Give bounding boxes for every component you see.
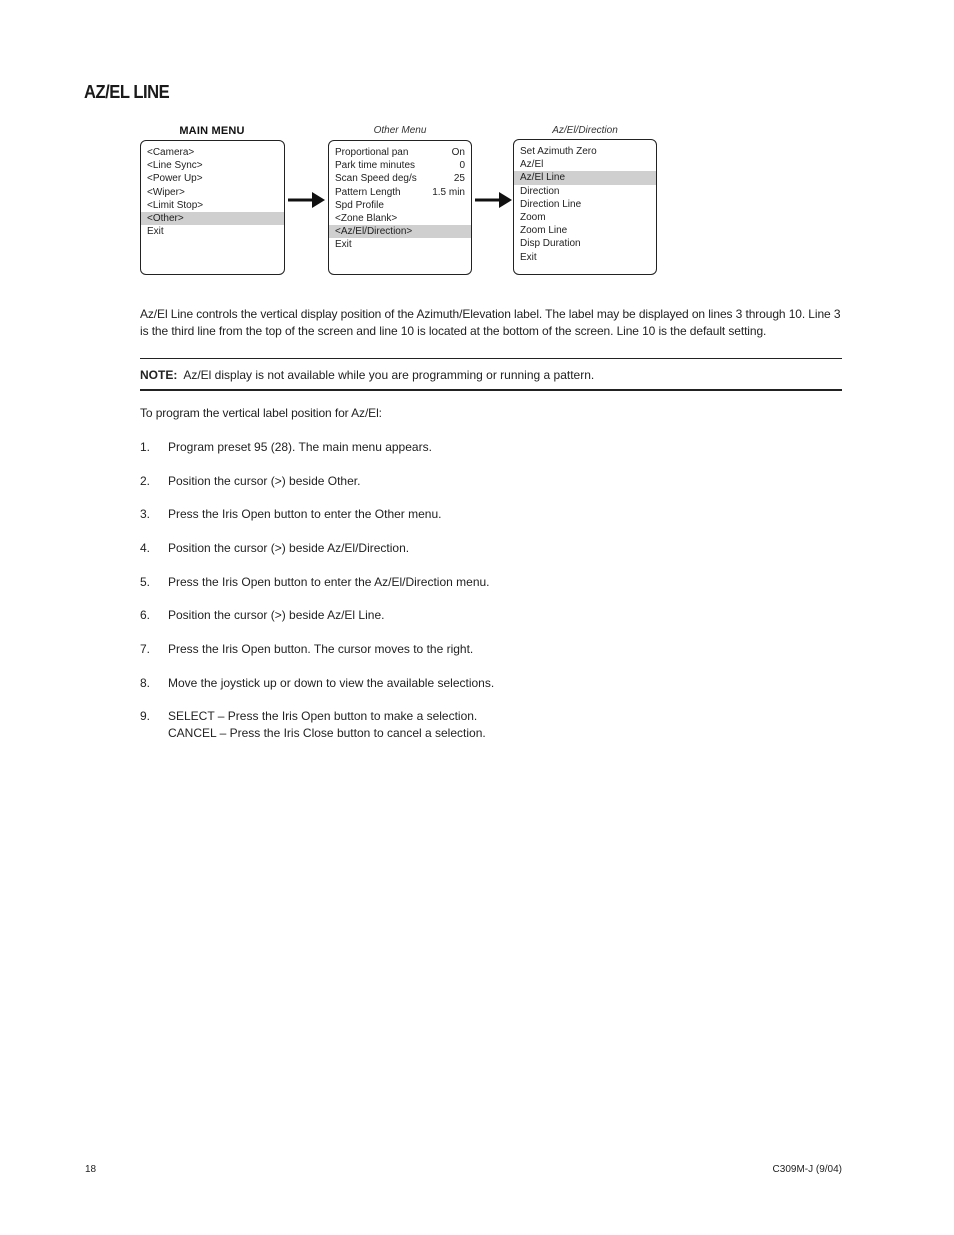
step-number: 1. bbox=[140, 440, 151, 454]
menu-item[interactable] bbox=[329, 199, 471, 212]
menu-item[interactable] bbox=[329, 146, 471, 159]
menu-item-value: 1.5 min bbox=[432, 186, 465, 198]
menu-item-label: Direction Line bbox=[520, 198, 582, 210]
arrow-right-icon bbox=[288, 191, 326, 209]
menu-item-label: Zoom Line bbox=[520, 225, 568, 237]
menu-item-label: Pattern Length bbox=[335, 186, 401, 198]
menu-item[interactable] bbox=[141, 186, 284, 199]
menu-item-label: Zoom bbox=[520, 211, 546, 223]
step-text: SELECT – Press the Iris Open button to make a selection. bbox=[168, 709, 478, 723]
step-text: Position the cursor (>) beside Other. bbox=[168, 474, 361, 488]
menu-item[interactable] bbox=[329, 159, 471, 172]
description-paragraph: Az/El Line controls the vertical display position of the Azimuth/Elevation label. The label may be displayed on lines 3 through 10. Line 3 is the third line from the top of the screen and line 10 is located at the bottom of the screen. Line 10 is the default setting. bbox=[140, 307, 841, 338]
menu-item[interactable] bbox=[329, 186, 471, 199]
menu-item-label: Scan Speed deg/s bbox=[335, 173, 417, 185]
menu-item[interactable] bbox=[514, 224, 656, 237]
step-text: Position the cursor (>) beside Az/El/Direction. bbox=[168, 541, 410, 555]
menu-item-label: <Other> bbox=[147, 212, 184, 224]
menu-item-label: Exit bbox=[335, 239, 352, 251]
menu-item[interactable] bbox=[514, 251, 656, 264]
menu-item-label: Direction bbox=[520, 185, 560, 197]
menu-item[interactable] bbox=[514, 185, 656, 198]
menu-item[interactable] bbox=[514, 211, 656, 224]
step-number: 9. bbox=[140, 709, 151, 723]
step-text: CANCEL – Press the Iris Close button to cancel a selection. bbox=[168, 726, 486, 740]
menu-item[interactable] bbox=[514, 237, 656, 250]
menu-item-label: Exit bbox=[147, 226, 164, 238]
menu-item[interactable] bbox=[514, 198, 656, 211]
azel-direction-menu-title: Az/El/Direction bbox=[552, 125, 618, 136]
menu-item-label: Set Azimuth Zero bbox=[520, 146, 597, 157]
menu-item-label: Az/El Line bbox=[520, 172, 566, 184]
menu-item[interactable] bbox=[514, 145, 656, 158]
menu-item-label: Park time minutes bbox=[335, 160, 416, 172]
menu-item[interactable] bbox=[141, 212, 284, 225]
menu-item-label: Exit bbox=[520, 251, 537, 263]
step-text: Position the cursor (>) beside Az/El Line. bbox=[168, 608, 385, 622]
menu-item-label: <Limit Stop> bbox=[147, 199, 204, 211]
menu-item-label: Proportional pan bbox=[335, 147, 409, 158]
step-text: Press the Iris Open button. The cursor moves to the right. bbox=[168, 642, 474, 656]
steps-intro: To program the vertical label position for Az/El: bbox=[140, 406, 382, 420]
menu-item[interactable] bbox=[141, 199, 284, 212]
step-number: 8. bbox=[140, 676, 151, 690]
menu-item[interactable] bbox=[329, 238, 471, 251]
step-number: 2. bbox=[140, 474, 151, 488]
menu-item[interactable] bbox=[329, 172, 471, 185]
azel-direction-menu-box bbox=[513, 139, 657, 275]
main-menu-box bbox=[140, 140, 285, 275]
menu-item-label: Disp Duration bbox=[520, 238, 581, 250]
note-text: Az/El display is not available while you are programming or running a pattern. bbox=[183, 368, 595, 382]
menu-item-value: 25 bbox=[453, 173, 465, 185]
menu-item-label: Spd Profile bbox=[335, 199, 384, 211]
step-number: 4. bbox=[140, 541, 151, 555]
menu-item[interactable] bbox=[141, 172, 284, 185]
step-number: 7. bbox=[140, 642, 151, 656]
menu-item-label: <Line Sync> bbox=[147, 160, 203, 172]
menu-item[interactable] bbox=[514, 171, 656, 184]
menu-item-label: Az/El bbox=[520, 159, 544, 171]
menu-item[interactable] bbox=[141, 159, 284, 172]
menu-item-label: <Wiper> bbox=[147, 186, 185, 198]
step-text: Press the Iris Open button to enter the Az/El/Direction menu. bbox=[168, 575, 490, 589]
note-top-rule bbox=[140, 358, 842, 359]
menu-item-value: 0 bbox=[459, 160, 465, 172]
page-number: 18 bbox=[85, 1164, 97, 1175]
menu-item-label: <Power Up> bbox=[147, 173, 203, 185]
note-label: NOTE: bbox=[140, 368, 178, 382]
menu-item[interactable] bbox=[329, 225, 471, 238]
menu-item-label: <Az/El/Direction> bbox=[335, 226, 413, 238]
menu-item[interactable] bbox=[141, 225, 284, 238]
menu-item[interactable] bbox=[329, 212, 471, 225]
note-bottom-rule bbox=[140, 389, 842, 391]
menu-item-value: On bbox=[451, 147, 465, 158]
other-menu-title: Other Menu bbox=[373, 125, 427, 136]
menu-item[interactable] bbox=[514, 158, 656, 171]
menu-item-label: <Zone Blank> bbox=[335, 212, 398, 224]
note bbox=[140, 368, 594, 382]
step-text: Press the Iris Open button to enter the Other menu. bbox=[168, 507, 442, 521]
page-heading: AZ/EL LINE bbox=[84, 82, 170, 102]
menu-item-label: <Camera> bbox=[147, 147, 195, 158]
step-text: Move the joystick up or down to view the available selections. bbox=[168, 676, 495, 690]
step-number: 6. bbox=[140, 608, 151, 622]
step-text: Program preset 95 (28). The main menu appears. bbox=[168, 440, 432, 454]
other-menu-box bbox=[328, 140, 472, 275]
step-number: 3. bbox=[140, 507, 151, 521]
arrow-right-icon bbox=[475, 191, 513, 209]
main-menu-title: MAIN MENU bbox=[179, 125, 245, 137]
document-code: C309M-J (9/04) bbox=[772, 1164, 842, 1175]
menu-item[interactable] bbox=[141, 146, 284, 159]
step-number: 5. bbox=[140, 575, 151, 589]
